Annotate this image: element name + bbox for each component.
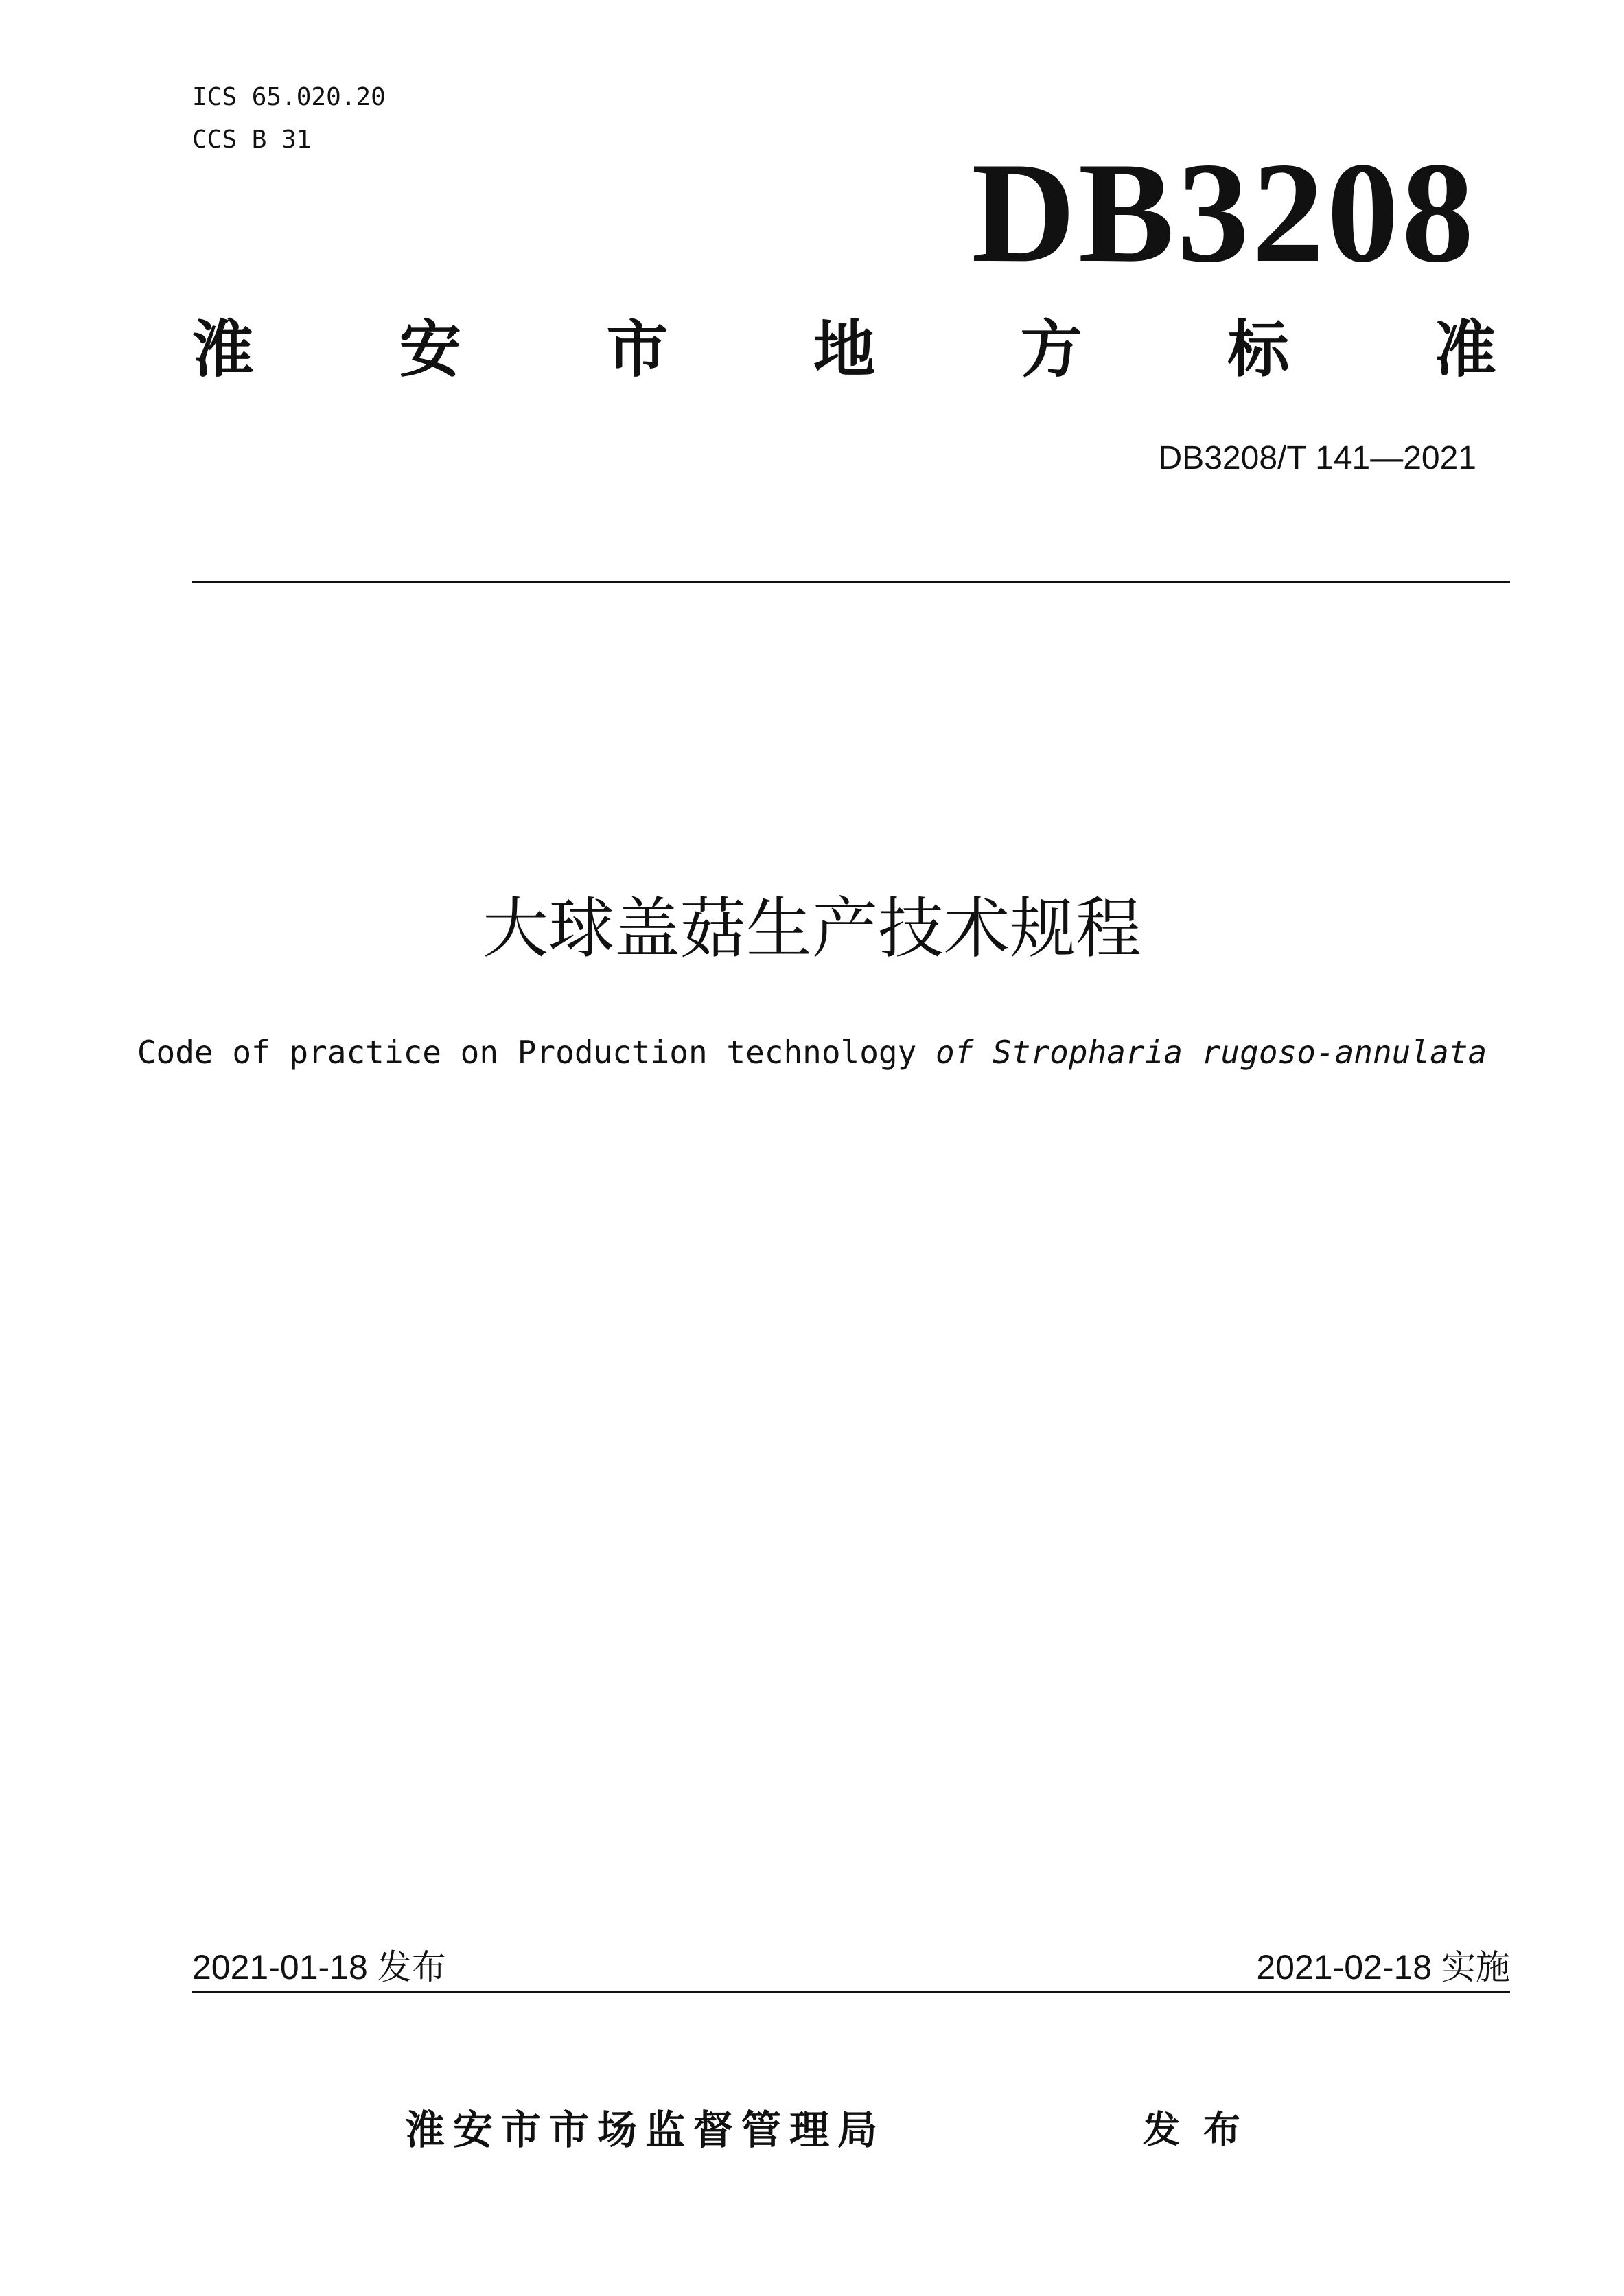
title-en-species: of Stropharia rugoso-annulata: [936, 1034, 1487, 1071]
standard-type-char: 地: [813, 314, 875, 386]
ccs-code: CCS B 31: [192, 126, 312, 154]
title-en-prefix: Code of practice on Production technology: [137, 1034, 936, 1071]
ics-code: ICS 65.020.20: [192, 83, 386, 111]
publish-label: 发布: [1143, 2108, 1264, 2151]
implementation-date: 2021-02-18 实施: [1256, 1948, 1510, 1986]
document-title-cn: 大球盖菇生产技术规程: [483, 890, 1141, 967]
standard-type-char: 市: [606, 314, 669, 386]
standard-number: DB3208/T 141—2021: [1158, 440, 1476, 476]
standard-type-char: 安: [399, 314, 461, 386]
standard-type-char: 方: [1020, 314, 1082, 386]
top-divider: [192, 581, 1510, 583]
standard-type-char: 标: [1227, 314, 1290, 386]
issue-date: 2021-01-18 发布: [192, 1948, 446, 1986]
document-title-en: [0, 1033, 1624, 1071]
standard-type-char: 淮: [192, 314, 254, 386]
standard-type: [192, 316, 1496, 384]
bottom-divider: [192, 1991, 1510, 1993]
brand-code: DB3208: [971, 133, 1476, 292]
standard-type-char: 准: [1434, 314, 1496, 386]
issuing-authority: 淮安市市场监督管理局: [405, 2107, 886, 2153]
